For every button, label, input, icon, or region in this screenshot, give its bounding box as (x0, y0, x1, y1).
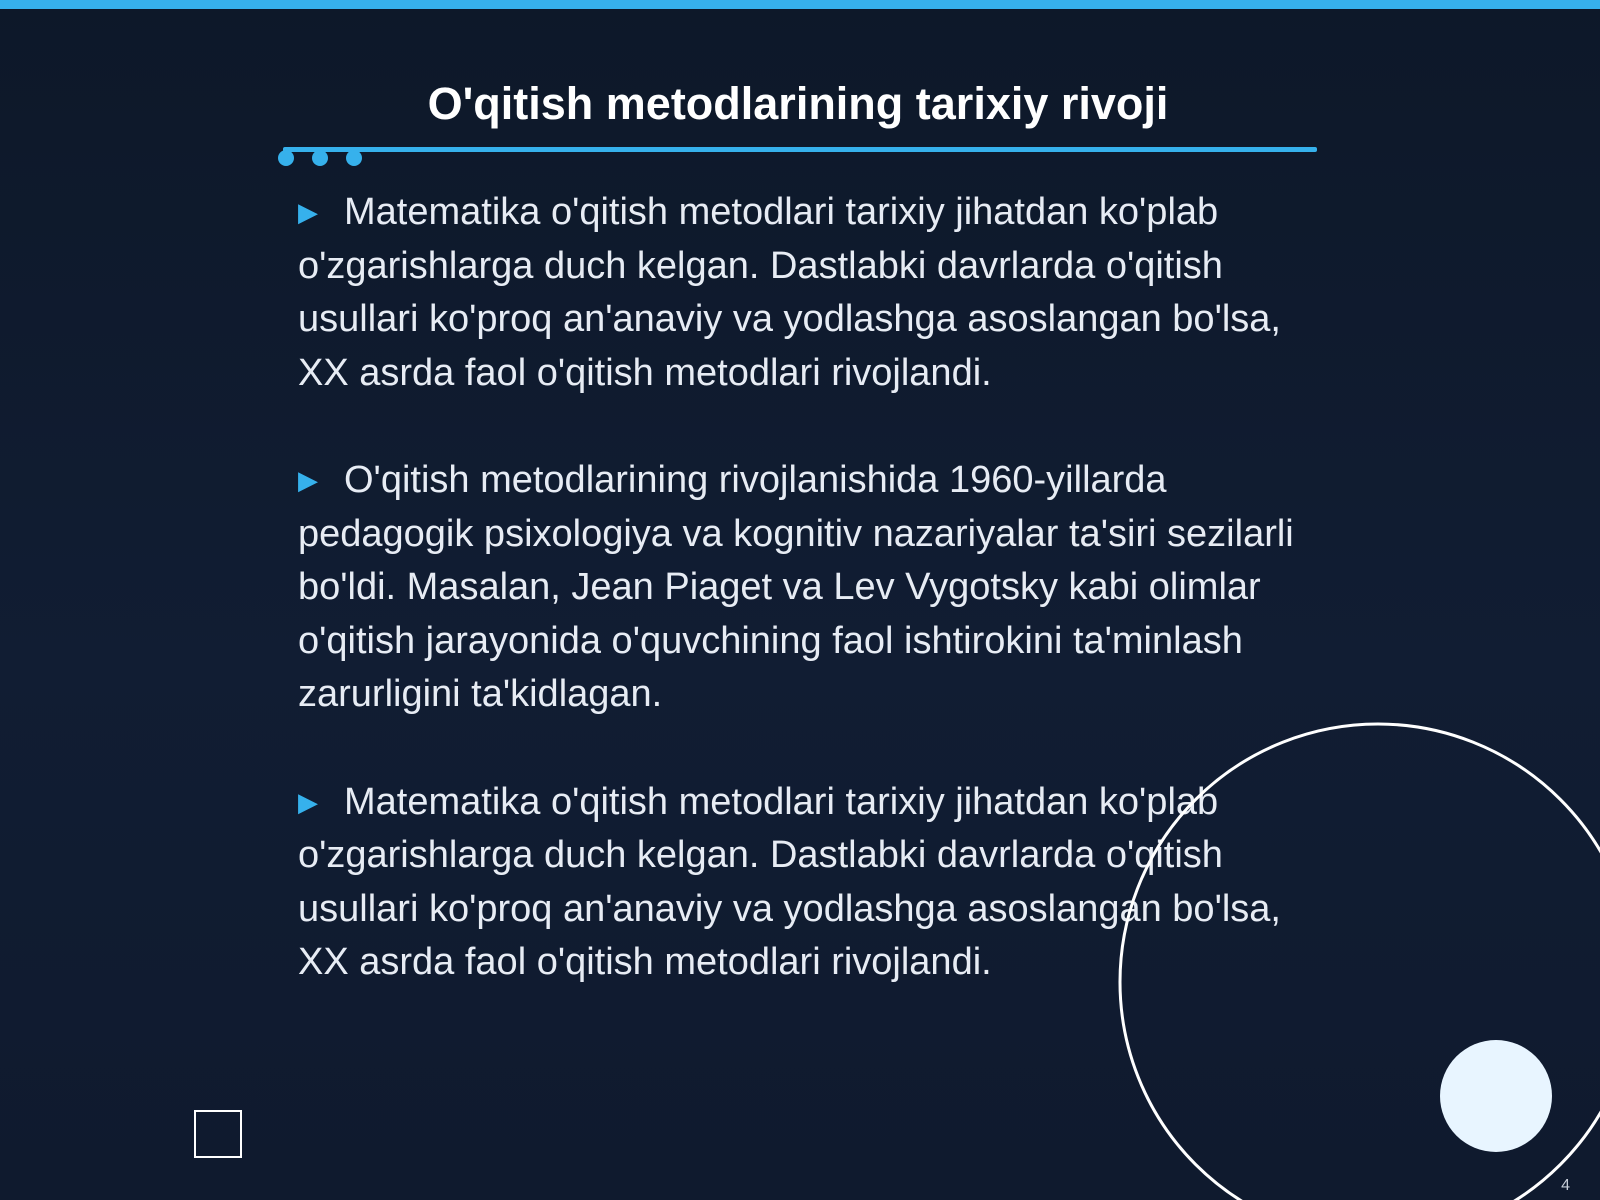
bullet-arrow-icon: ▶ (298, 465, 318, 495)
bullet-text-3: Matematika o'qitish metodlari tarixiy jihatdan ko'plab o'zgarishlarga duch kelgan. Dastlabki davrlarda o'qitish usullari ko'proq an'anaviy va yodlashga asoslangan bo'lsa, XX asrda faol o'qitish metodlari rivojlandi. (298, 780, 1281, 983)
bullet-text-2: O'qitish metodlarining rivojlanishida 1960-yillarda pedagogik psixologiya va kognitiv nazariyalar ta'siri sezilarli bo'ldi. Masalan, Jean Piaget va Lev Vygotsky kabi olimlar o'qitish jarayonida o'quvchining faol ishtirokini ta'minlash zarurligini ta'kidlagan. (298, 459, 1294, 715)
slide-title: O'qitish metodlarining tarixiy rivoji (427, 78, 1169, 129)
bullet-arrow-icon: ▶ (298, 197, 318, 227)
page-number: 4 (1561, 1177, 1570, 1194)
bullet-text-1: Matematika o'qitish metodlari tarixiy jihatdan ko'plab o'zgarishlarga duch kelgan. Dastlabki davrlarda o'qitish usullari ko'proq an'anaviy va yodlashga asoslangan bo'lsa, XX asrda faol o'qitish metodlari rivojlandi. (298, 191, 1281, 394)
bullet-arrow-icon: ▶ (298, 786, 318, 817)
light-circle-decoration (1440, 1040, 1552, 1152)
outline-square-decoration (194, 1110, 242, 1158)
